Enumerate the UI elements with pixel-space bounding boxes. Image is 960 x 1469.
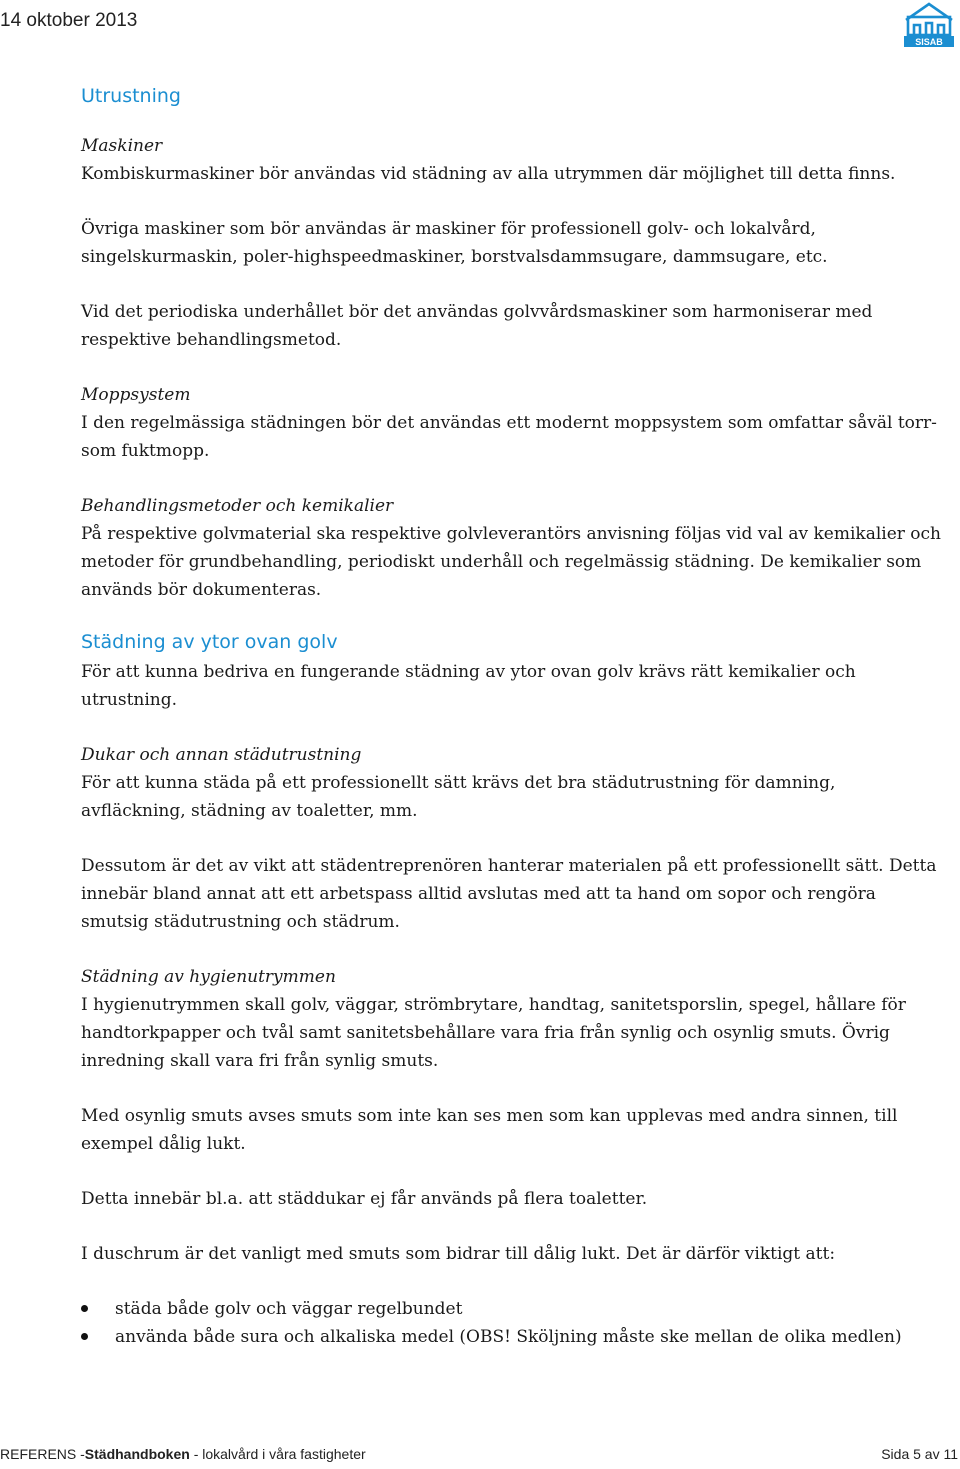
paragraph: I duschrum är det vanligt med smuts som bidrar till dålig lukt. Det är därför viktigt att: [81,1244,836,1264]
subheading-dukar: Dukar och annan städutrustning [81,745,362,765]
section-heading-utrustning: Utrustning [81,85,181,107]
paragraph: I hygienutrymmen skall golv, väggar, strömbrytare, handtag, sanitetsporslin, spegel, hållare för handtorkpapper och tvål samt sanitetsbehållare vara fria från synlig och osynlig smuts. Övrig inredning skall vara fri från synlig smuts. [81,995,906,1071]
footer-doc-title: Städhandboken [84,1446,190,1462]
header-date: 14 oktober 2013 [0,10,138,31]
paragraph: Övriga maskiner som bör användas är maskiner för professionell golv- och lokalvård, singelskurmaskin, poler-highspeedmaskiner, borstvalsdammsugare, dammsugare, etc. [81,219,828,267]
paragraph: På respektive golvmaterial ska respektive golvleverantörs anvisning följas vid val av kemikalier och metoder för grundbehandling, periodiskt underhåll och regelmässig städning. De kemikalier som används bör dokumenteras. [81,524,942,600]
document-body [81,80,941,1351]
list-item-text: använda både sura och alkaliska medel (OBS! Sköljning måste ske mellan de olika medlen) [115,1327,902,1347]
paragraph: För att kunna bedriva en fungerande städning av ytor ovan golv krävs rätt kemikalier och utrustning. [81,662,856,710]
bullet-icon [81,1333,88,1340]
paragraph: I den regelmässiga städningen bör det användas ett modernt moppsystem som omfattar såväl torr- som fuktmopp. [81,413,937,461]
paragraph: Dessutom är det av vikt att städentreprenören hanterar materialen på ett professionellt sätt. Detta innebär bland annat att ett arbetspass alltid avslutas med att ta hand om sopor och rengöra smutsig städutrustning och städrum. [81,856,937,932]
list-item-text: städa både golv och väggar regelbundet [115,1299,463,1319]
section-heading-ytor-ovan-golv: Städning av ytor ovan golv [81,631,338,653]
logo-text: SISAB [915,37,943,47]
subheading-behandlingsmetoder: Behandlingsmetoder och kemikalier [81,496,394,516]
bullet-icon [81,1305,88,1312]
paragraph: För att kunna städa på ett professionellt sätt krävs det bra städutrustning för damning, avfläckning, städning av toaletter, mm. [81,773,836,821]
footer-ref: REFERENS - [0,1446,85,1462]
list-item [115,1323,941,1351]
sisab-logo [900,0,958,48]
paragraph: Med osynlig smuts avses smuts som inte kan ses men som kan upplevas med andra sinnen, till exempel dålig lukt. [81,1106,898,1154]
footer-subtitle: - lokalvård i våra fastigheter [189,1446,366,1462]
footer-reference [0,1446,366,1462]
paragraph: Detta innebär bl.a. att städdukar ej får används på flera toaletter. [81,1189,648,1209]
subheading-hygienutrymmen: Städning av hygienutrymmen [81,967,336,987]
page-number: Sida 5 av 11 [881,1446,958,1462]
bullet-list [81,1295,941,1351]
paragraph: Vid det periodiska underhållet bör det användas golvvårdsmaskiner som harmoniserar med respektive behandlingsmetod. [81,302,873,350]
subheading-maskiner: Maskiner [81,136,163,156]
paragraph: Kombiskurmaskiner bör användas vid städning av alla utrymmen där möjlighet till detta finns. [81,164,896,184]
subheading-moppsystem: Moppsystem [81,385,191,405]
list-item [115,1295,941,1323]
